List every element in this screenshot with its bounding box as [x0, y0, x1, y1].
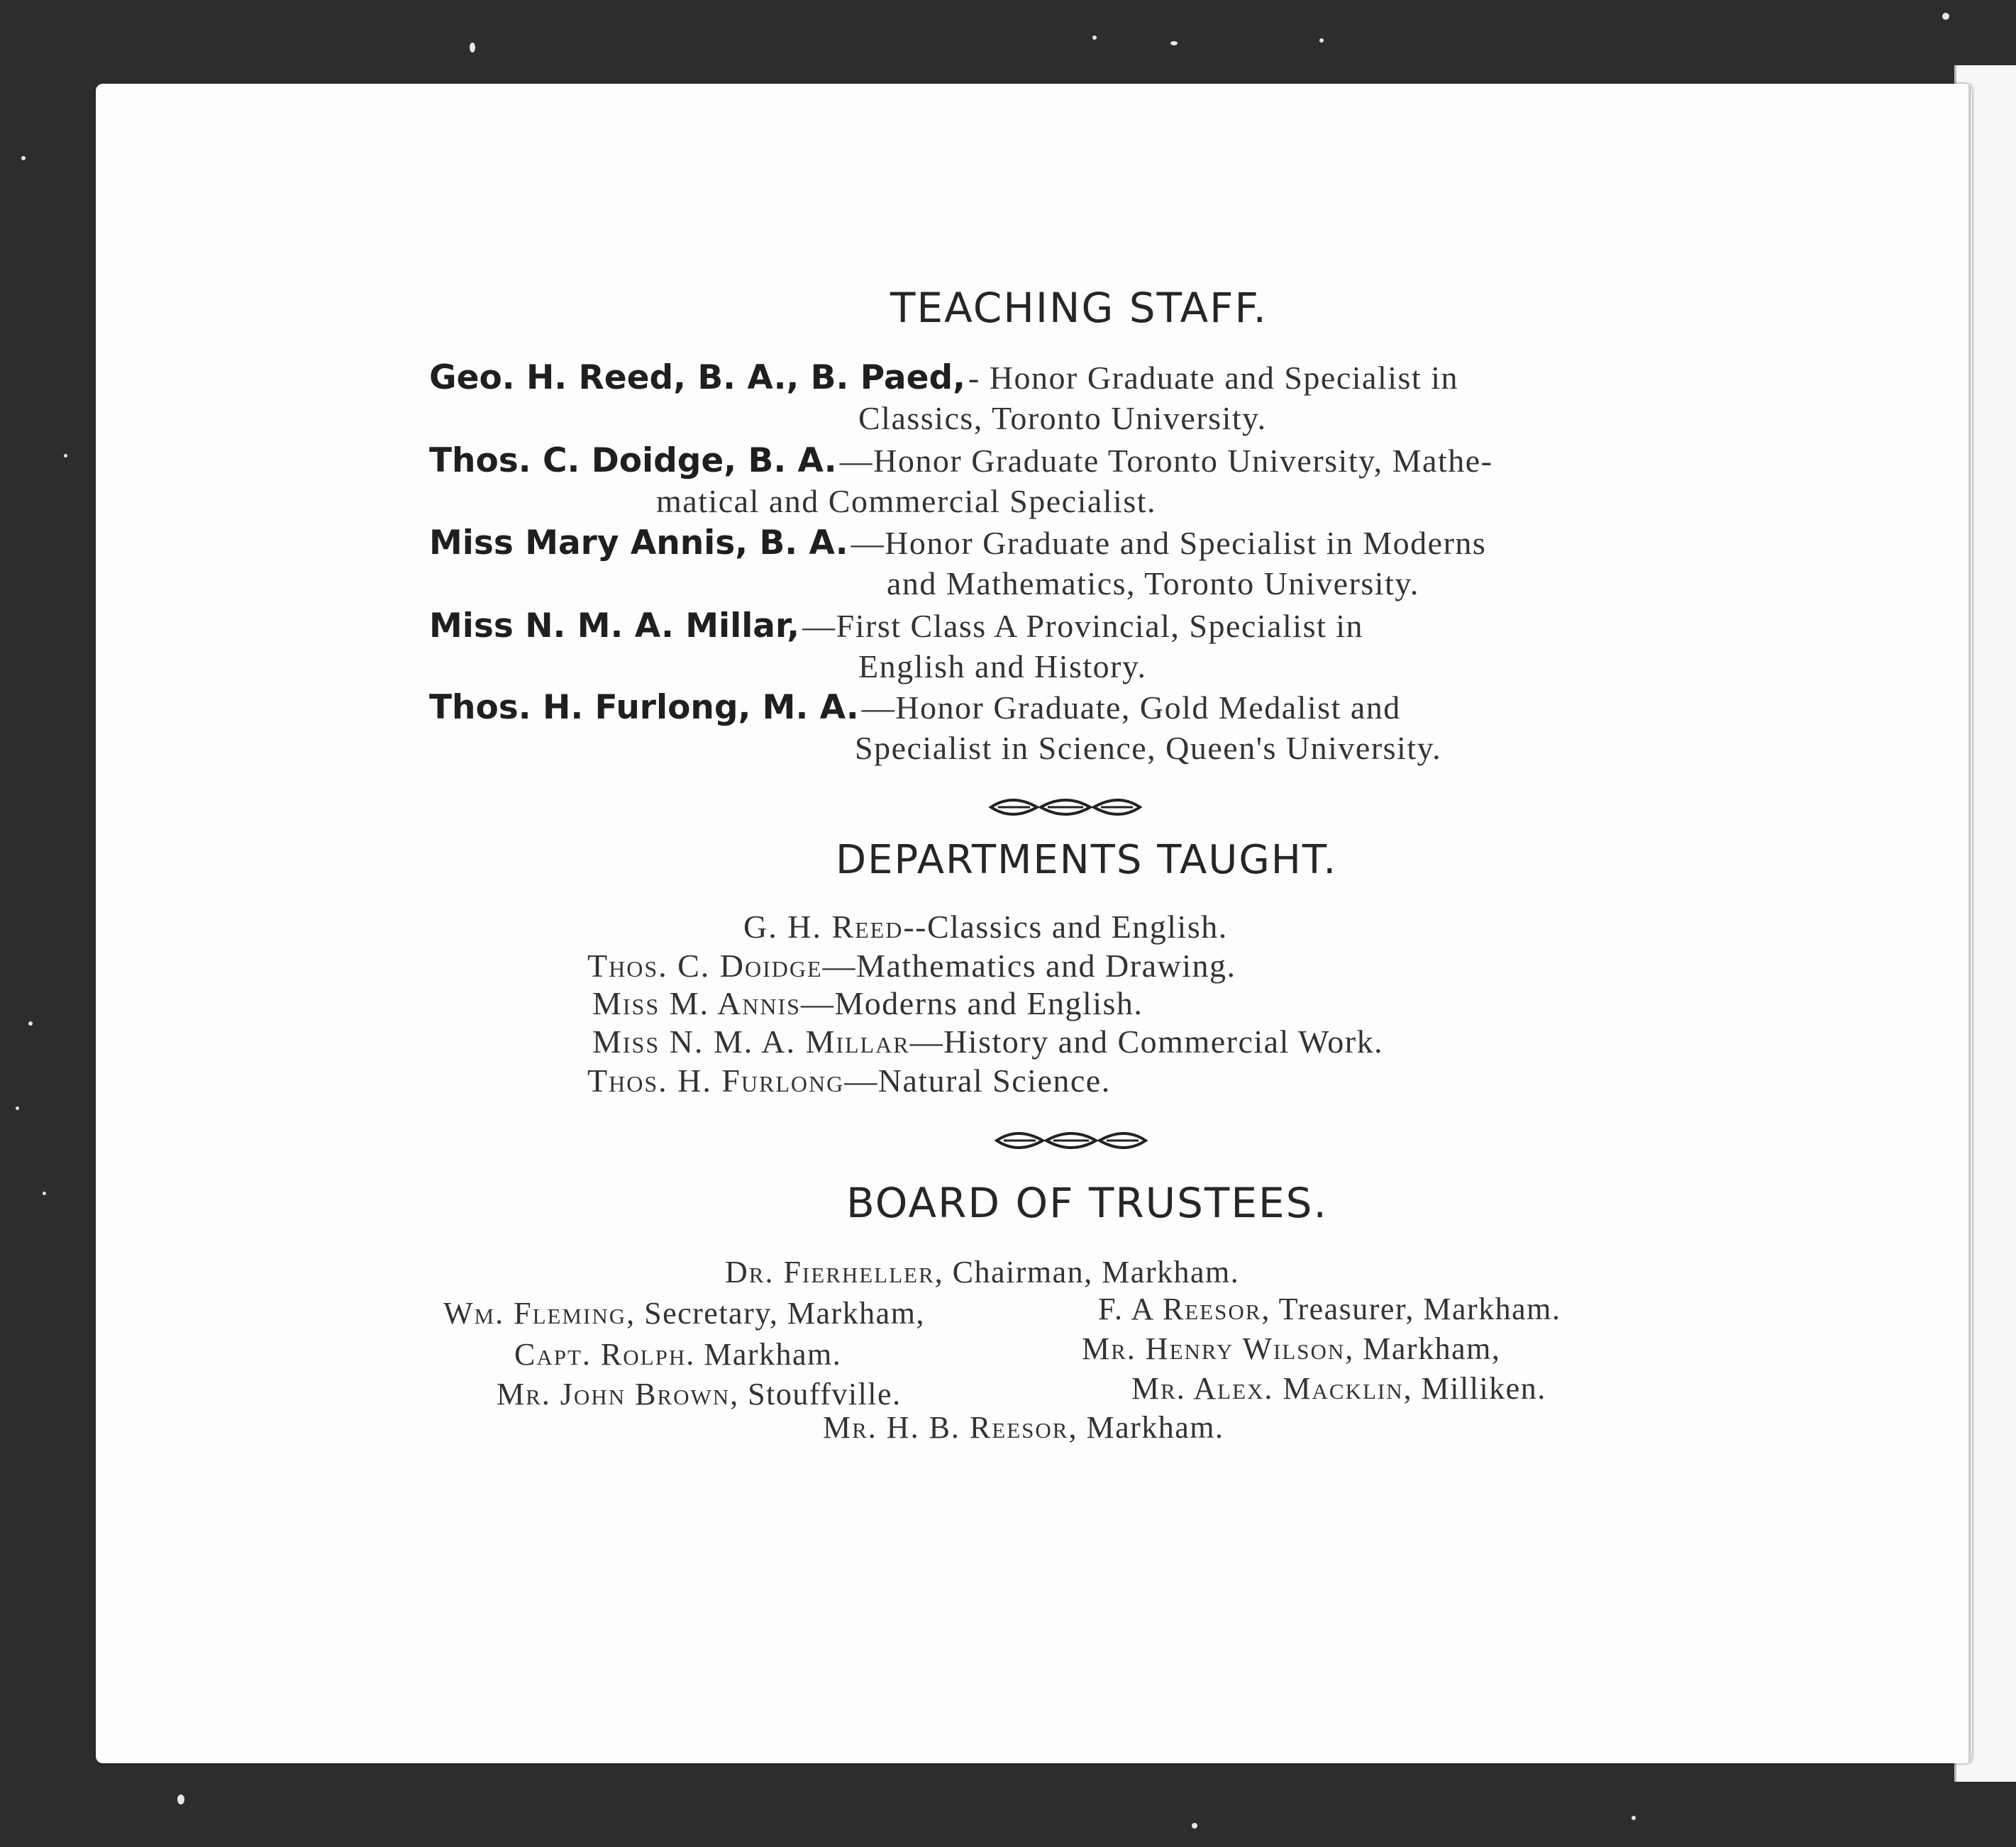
departments-heading: DEPARTMENTS TAUGHT.	[836, 837, 1338, 883]
scan-speck	[1942, 13, 1949, 20]
trustee-name: Mr. John Brown	[497, 1377, 731, 1411]
trustee-role: , Secretary, Markham,	[626, 1296, 925, 1331]
department-subject: --Classics and English.	[903, 909, 1228, 945]
scan-speck	[470, 43, 475, 52]
staff-description: —Honor Graduate and Specialist in Moderns	[851, 525, 1487, 561]
teacher-name: Thos. H. Furlong	[587, 1063, 845, 1099]
department-subject: —Mathematics and Drawing.	[822, 948, 1236, 984]
teacher-name: Thos. C. Doidge	[587, 948, 823, 984]
trustee-name: Mr. Henry Wilson	[1082, 1331, 1346, 1366]
trustee-secretary	[443, 1295, 925, 1331]
trustees-heading: BOARD OF TRUSTEES.	[846, 1179, 1328, 1227]
scan-speck	[1319, 38, 1324, 43]
staff-name: Miss Mary Annis, B. A.	[429, 523, 848, 562]
scan-speck	[177, 1795, 184, 1804]
department-subject: —History and Commercial Work.	[909, 1024, 1384, 1060]
teacher-name: Miss N. M. A. Millar	[592, 1024, 910, 1060]
trustee-role: , Chairman, Markham.	[934, 1255, 1240, 1289]
department-line	[587, 1062, 1111, 1099]
trustee-name: Wm. Fleming	[443, 1296, 627, 1331]
trustee-role: , Markham.	[1068, 1410, 1224, 1445]
staff-name: Geo. H. Reed, B. A., B. Paed,	[429, 358, 965, 397]
staff-description: —First Class A Provincial, Specialist in	[802, 608, 1364, 644]
department-line	[743, 908, 1228, 945]
scan-speck	[1170, 41, 1178, 45]
trustee-name: Mr. Alex. Macklin	[1131, 1371, 1404, 1406]
department-line	[592, 984, 1143, 1022]
trustee-rolph	[514, 1336, 841, 1372]
staff-name: Thos. C. Doidge, B. A.	[429, 441, 837, 480]
staff-description: - Honor Graduate and Specialist in	[968, 360, 1458, 396]
department-line	[587, 947, 1236, 984]
teacher-name: Miss M. Annis	[592, 985, 801, 1021]
staff-name: Miss N. M. A. Millar,	[429, 606, 800, 645]
trustee-treasurer	[1098, 1291, 1561, 1327]
scan-speck	[1092, 35, 1097, 40]
trustee-name: Capt. Rolph	[514, 1337, 687, 1372]
teaching-staff-heading: TEACHING STAFF.	[890, 284, 1268, 332]
staff-description-cont: Specialist in Science, Queen's University.	[855, 730, 1442, 766]
trustee-role: , Stouffville.	[730, 1377, 902, 1411]
trustee-name: Dr. Fierheller	[725, 1255, 935, 1289]
scan-speck	[64, 454, 67, 457]
scan-speck	[16, 1106, 19, 1110]
scan-speck	[21, 156, 26, 160]
staff-description-cont: English and History.	[858, 648, 1147, 684]
trustee-hb-reesor	[823, 1409, 1224, 1446]
department-line	[592, 1023, 1383, 1060]
teacher-name: G. H. Reed	[743, 909, 904, 945]
scan-speck	[28, 1021, 33, 1026]
staff-description-cont: matical and Commercial Specialist.	[656, 483, 1157, 519]
scan-speck	[1632, 1816, 1636, 1820]
scan-speck	[43, 1192, 46, 1195]
trustee-name: Mr. H. B. Reesor	[823, 1410, 1069, 1445]
leaf-ornament-icon	[987, 793, 1143, 821]
trustee-name: F. A Reesor	[1098, 1292, 1262, 1326]
scan-speck	[1192, 1823, 1197, 1829]
staff-description: —Honor Graduate Toronto University, Mathe-	[839, 443, 1493, 479]
staff-description-cont: Classics, Toronto University.	[858, 400, 1267, 436]
staff-name: Thos. H. Furlong, M. A.	[429, 688, 859, 727]
department-subject: —Moderns and English.	[800, 985, 1143, 1021]
leaf-ornament-icon	[993, 1126, 1149, 1155]
department-subject: —Natural Science.	[844, 1063, 1111, 1099]
trustee-role: , Milliken.	[1403, 1371, 1546, 1406]
trustee-brown	[497, 1376, 902, 1412]
staff-description: —Honor Graduate, Gold Medalist and	[861, 689, 1401, 726]
trustee-chairman	[725, 1254, 1239, 1290]
staff-description-cont: and Mathematics, Toronto University.	[887, 565, 1419, 601]
trustee-role: , Treasurer, Markham.	[1261, 1292, 1561, 1326]
page-fold	[1968, 84, 1971, 1763]
trustee-macklin	[1131, 1370, 1546, 1407]
trustee-wilson	[1082, 1331, 1500, 1367]
trustee-role: . Markham.	[686, 1337, 842, 1372]
trustee-role: , Markham,	[1345, 1331, 1501, 1366]
